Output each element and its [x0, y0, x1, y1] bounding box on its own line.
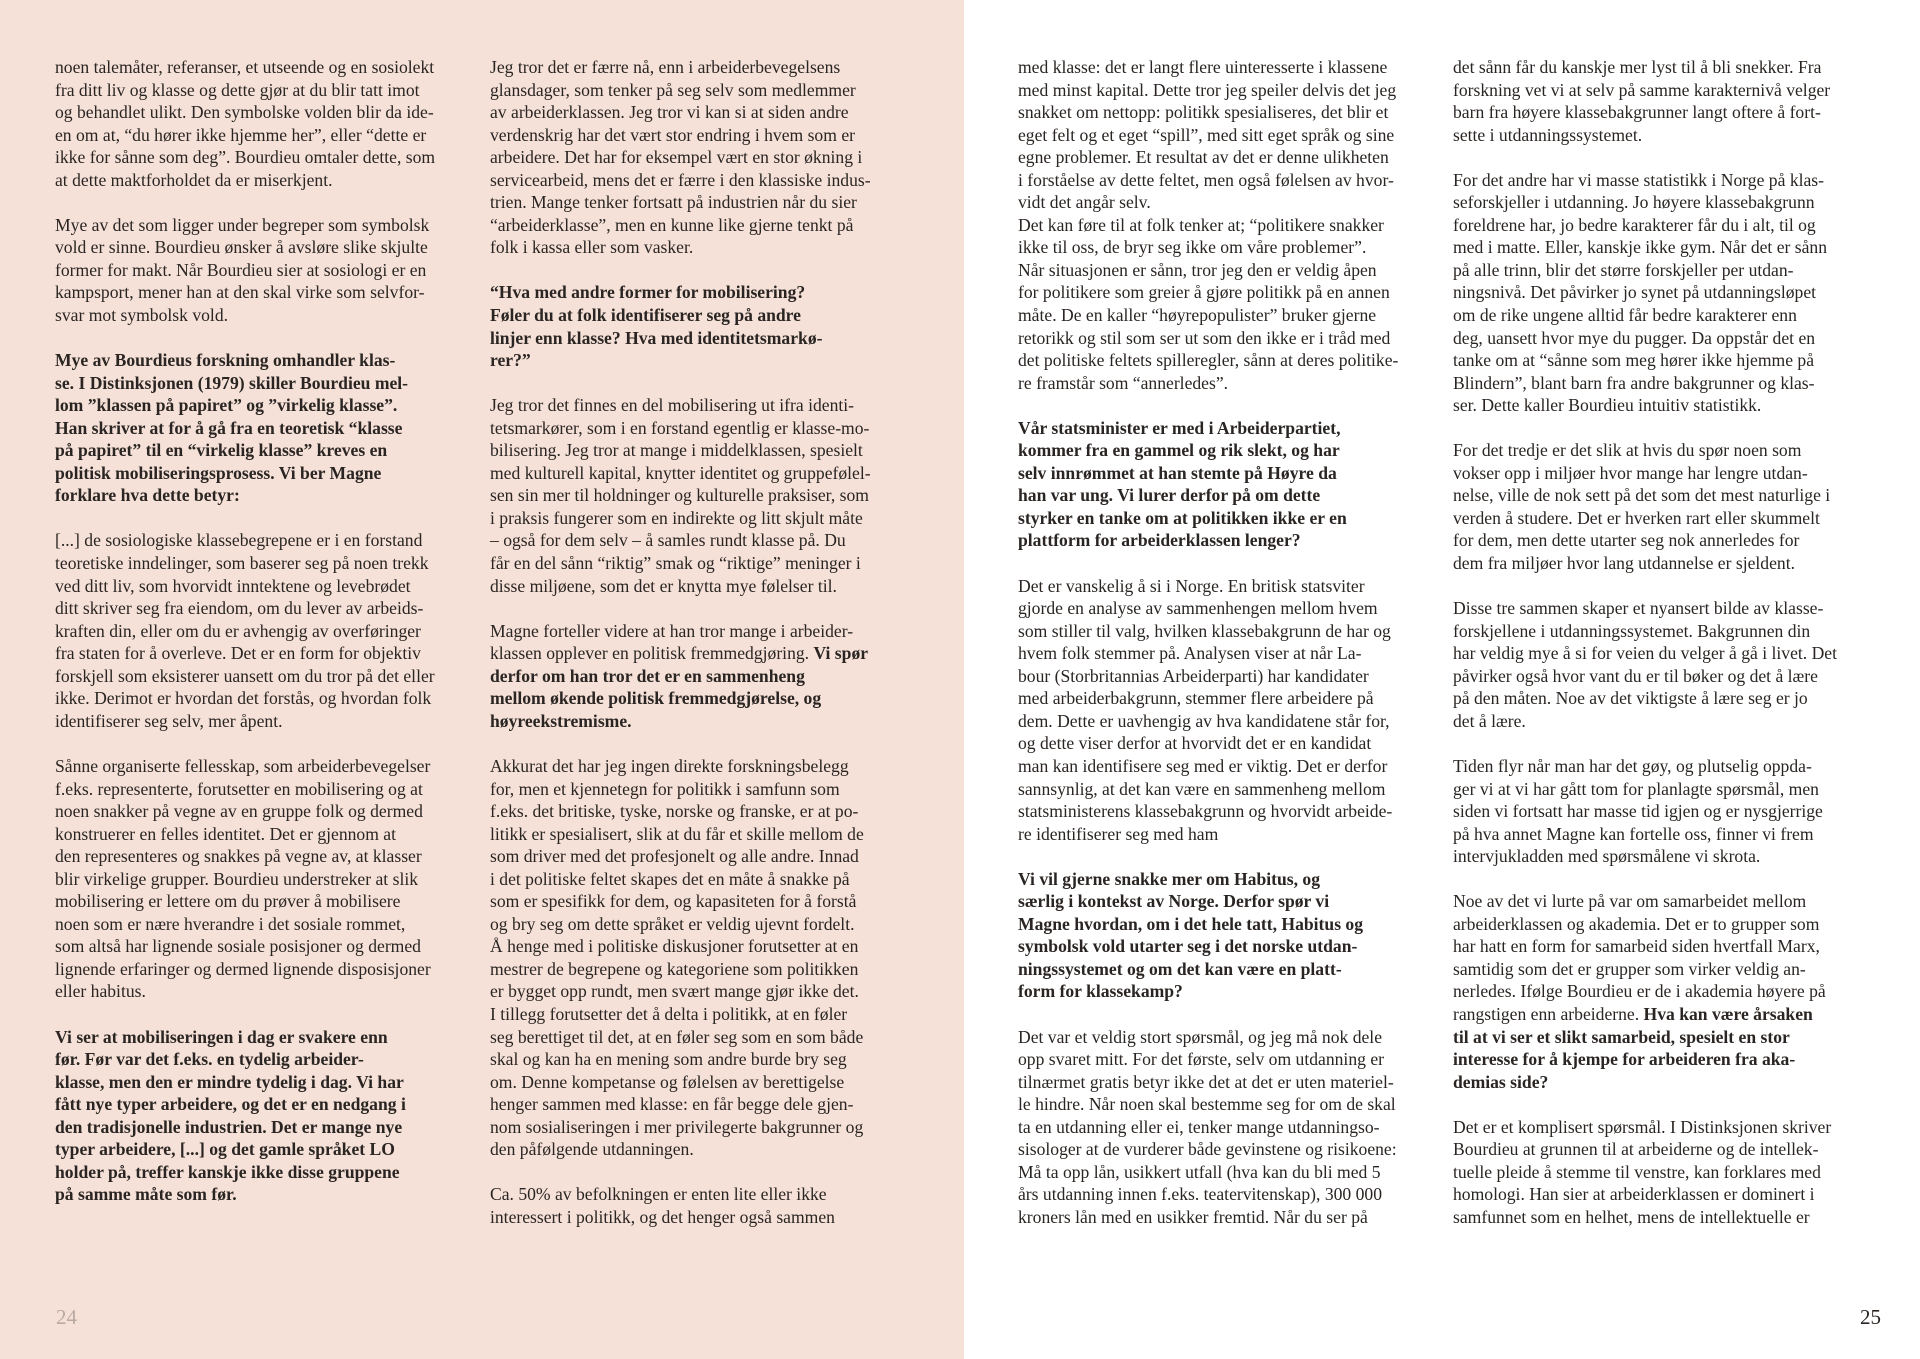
paragraph: det sånn får du kanskje mer lyst til å bli snekker. Fra forskning vet vi at selv på samme karakternivå velger barn fra høyere klassebakgrunner langt oftere å fort- sette i utdanningssystemet.	[1453, 57, 1831, 145]
paragraph: For det andre har vi masse statistikk i Norge på klas- seforskjeller i utdanning. Jo høyere klassebakgrunn foreldrene har, jo bedre karakterer får du i alt, til og med i matte. Eller, kanskje ikke gym. Når det er sånn på alle trinn, blir det større forskjeller per utdan- ningsnivå. Det påvirker jo synet på utdanningsløpet om de rike ungene alltid får bedre karakterer enn deg, uansett hvor mye du pugger. Da oppstår det en tanke om at “sånne som meg hører ikke hjemme på Blindern”, blant barn fra andre bakgrunner og klas- ser. Dette kaller Bourdieu intuitiv statistikk.	[1453, 169, 1828, 416]
mixed-paragraph	[490, 620, 907, 733]
paragraph: Det kan føre til at folk tenker at; “politikere snakker ikke til oss, de bryr seg ikke om våre problemer”. Når situasjonen er sånn, tror jeg den er veldig åpen for politikere som greier å gjøre politikk på en annen måte. De en kaller “høyrepopulister” bruker gjerne retorikk og stil som ser ut som den ikke er i tråd med det politiske feltets spilleregler, sånn at deres politike- re framstår som “annerledes”.	[1018, 214, 1399, 393]
paragraph: For det tredje er det slik at hvis du spør noen som vokser opp i miljøer hvor mange har lengre utdan- nelse, ville de nok sett på det som det mest naturlige i verden å studere. Det er hverken rart eller skummelt for dem, men dette utarter seg nok annerledes for dem fra miljøer hvor lang utdannelse er sjeldent.	[1453, 440, 1831, 574]
right-column-1	[1018, 56, 1435, 1228]
question-text: Hva kan være årsaken til at vi ser et slikt samarbeid, spesielt en stor interesse for å kjempe for arbeideren fra aka- demias side?	[1453, 1003, 1813, 1092]
question-text: Vi spør derfor om han tror det er en sammenheng mellom økende politisk fremmedgjørelse, og høyreekstremisme.	[490, 643, 869, 731]
left-column-1	[55, 56, 472, 1206]
paragraph: med klasse: det er langt flere uinteresserte i klassene med minst kapital. Dette tror jeg speiler delvis det jeg snakket om nettopp: politikk spesialiseres, det blir et eget felt og et eget “spill”, med sitt eget språk og sine egne problemer. Et resultat av det er denne ulikheten i forståelse av dette feltet, men også følelsen av hvor- vidt det angår selv.	[1018, 57, 1397, 213]
mixed-paragraph	[1453, 890, 1870, 1093]
paragraph: Mye av det som ligger under begreper som symbolsk vold er sinne. Bourdieu ønsker å avsløre slike skjulte former for makt. Når Bourdieu sier at sosiologi er en kampsport, mener han at den skal virke som selvfor- svar mot symbolsk vold.	[55, 214, 430, 326]
paragraph: noen talemåter, referanser, et utseende og en sosiolekt fra ditt liv og klasse og dette gjør at du blir tatt imot og behandlet ulikt. Den symbolske volden blir da ide- en om at, “du hører ikke hjemme her”, eller “dette er ikke for sånne som deg”. Bourdieu omtaler dette, som at dette maktforholdet da er miserkjent.	[55, 57, 436, 190]
right-column-2	[1453, 56, 1870, 1228]
question-paragraph: “Hva med andre former for mobilisering? Føler du at folk identifiserer seg på andre linjer enn klasse? Hva med identitetsmarkø- rer?”	[490, 282, 823, 371]
question-paragraph: Vi ser at mobiliseringen i dag er svakere enn før. Før var det f.eks. en tydelig arbeider- klasse, men den er mindre tydelig i dag. Vi har fått nye typer arbeidere, og det er en nedgang i den tradisjonelle industrien. Det er mange nye typer arbeidere, [...] og det gamle språket LO holder på, treffer kanskje ikke disse gruppene på samme måte som før.	[55, 1026, 406, 1205]
paragraph: Jeg tror det finnes en del mobilisering ut ifra identi- tetsmarkører, som i en forstand egentlig er klasse-mo- bilisering. Jeg tror at mange i middelklassen, spesielt med kulturell kapital, knytter identitet og gruppefølel- sen sin mer til holdninger og kulturelle praksiser, som i praksis fungerer som en indirekte og litt skjult måte – også for dem selv – å samles rundt klasse på. Du får en del sånn “riktig” smak og “riktige” meninger i disse miljøene, som det er knytta mye følelser til.	[490, 395, 871, 596]
paragraph: Det er et komplisert spørsmål. I Distinksjonen skriver Bourdieu at grunnen til at arbeiderne og de intellek- tuelle pleide å stemme til venstre, kan forklares med homologi. Han sier at arbeiderklassen er dominert i samfunnet som en helhet, mens de intellektuelle er	[1453, 1116, 1832, 1227]
right-page	[964, 0, 1920, 1359]
quote-paragraph: [...] de sosiologiske klassebegrepene er i en forstand teoretiske inndelinger, som baserer seg på noen trekk ved ditt liv, som hvorvidt inntektene og levebrødet ditt skriver seg fra eiendom, om du lever av arbeids- kraften din, eller om du er avhengig av overføringer fra staten for å overleve. Det er en form for objektiv forskjell som eksisterer uansett om du tror på det eller ikke. Derimot er hvordan det forstås, og hvordan folk identifiserer seg selv, mer åpent.	[55, 530, 435, 731]
paragraph: Tiden flyr når man har det gøy, og plutselig oppda- ger vi at vi har gått tom for planlagte spørsmål, men siden vi fortsatt har masse tid igjen og er nysgjerrige på hva annet Magne kan fortelle oss, finner vi frem intervjukladden med spørsmålene vi skrota.	[1453, 755, 1823, 867]
paragraph: Det er vanskelig å si i Norge. En britisk statsviter gjorde en analyse av sammenhengen mellom hvem som stiller til valg, hvilken klassebakgrunn de har og hvem folk stemmer på. Analysen viser at når La- bour (Storbritannias Arbeiderparti) har kandidater med arbeiderbakgrunn, stemmer flere arbeidere på dem. Dette er uavhengig av hva kandidatene står for, og dette viser derfor at hvorvidt det er en kandidat man kan identifisere seg med er viktig. Det er derfor sannsynlig, at det kan være en sammenheng mellom statsministerens klassebakgrunn og hvorvidt arbeide- re identifiserer seg med ham	[1018, 575, 1393, 844]
paragraph: Ca. 50% av befolkningen er enten lite eller ikke interessert i politikk, og det henger også sammen	[490, 1184, 835, 1227]
paragraph-text: Magne forteller videre at han tror mange i arbeider- klassen opplever en politisk fremmedgjøring.	[490, 620, 854, 664]
page-number: 25	[1860, 1305, 1881, 1329]
paragraph: Det var et veldig stort spørsmål, og jeg må nok dele opp svaret mitt. For det første, selv om utdanning er tilnærmet gratis betyr ikke det at det er uten materiel- le hindre. Når noen skal bestemme seg for om de skal ta en utdanning eller ei, tenker mange utdanningso- sisologer at de vurderer både gevinstene og risikoene: Må ta opp lån, usikkert utfall (hva kan du bli med 5 års utdanning innen f.eks. teatervitenskap), 300 000 kroners lån med en usikker fremtid. Når du ser på	[1018, 1026, 1397, 1227]
question-paragraph: Vi vil gjerne snakke mer om Habitus, og særlig i kontekst av Norge. Derfor spør vi Magne hvordan, om i det hele tatt, Habitus og symbolsk vold utarter seg i det norske utdan- ningssystemet og om det kan være en platt- form for klassekamp?	[1018, 868, 1364, 1002]
paragraph: Sånne organiserte fellesskap, som arbeiderbevegelser f.eks. representerte, forutsetter en mobilisering og at noen snakker på vegne av en gruppe folk og dermed konstruerer en felles identitet. Det er gjennom at den representeres og snakkes på vegne av, at klasser blir virkelige grupper. Bourdieu understreker at slik mobilisering er lettere om du prøver å mobilisere noen som er nære hverandre i det sosiale rommet, som altså har lignende sosiale posisjoner og dermed lignende erfaringer og dermed lignende disposisjoner eller habitus.	[55, 755, 431, 1002]
paragraph: Jeg tror det er færre nå, enn i arbeiderbevegelsens glansdager, som tenker på seg selv som medlemmer av arbeiderklassen. Jeg tror vi kan si at siden andre verdenskrig har det vært stor endring i hvem som er arbeidere. Det har for eksempel vært en stor økning i servicearbeid, mens det er færre i den klassiske indus- trien. Mange tenker fortsatt på industrien når du sier “arbeiderklasse”, men en kunne like gjerne tenkt på folk i kassa eller som vasker.	[490, 57, 871, 258]
paragraph: Disse tre sammen skaper et nyansert bilde av klasse- forskjellene i utdanningssystemet. Bakgrunnen din har veldig mye å si for veien du velger å gå i livet. Det påvirker også hvor vant du er til bøker og det å lære på den måten. Noe av det viktigste å lære seg er jo det å lære.	[1453, 598, 1837, 731]
paragraph-text: Noe av det vi lurte på var om samarbeidet mellom arbeiderklassen og akademia. Det er to grupper som har hatt en form for samarbeid siden hvertfall Marx, samtidig som det er grupper som virker veldig an- nerledes. Ifølge Bourdieu er de i akademia høyere på rangstigen enn arbeiderne.	[1453, 891, 1826, 1024]
left-column-2	[490, 56, 907, 1228]
question-paragraph: Mye av Bourdieus forskning omhandler klas- se. I Distinksjonen (1979) skiller Bourdieu mel- lom ”klassen på papiret” og ”virkelig klasse”. Han skriver at for å gå fra en teoretisk “klasse på papiret” til en “virkelig klasse” kreves en politisk mobiliseringsprosess. Vi ber Magne forklare hva dette betyr:	[55, 350, 409, 506]
question-paragraph: Vår statsminister er med i Arbeiderpartiet, kommer fra en gammel og rik slekt, og har selv innrømmet at han stemte på Høyre da han var ung. Vi lurer derfor på om dette styrker en tanke om at politikken ikke er en plattform for arbeiderklassen lenger?	[1018, 417, 1347, 551]
page-number: 24	[56, 1305, 77, 1329]
paragraph: Akkurat det har jeg ingen direkte forskningsbelegg for, men et kjennetegn for politikk i samfunn som f.eks. det britiske, tyske, norske og franske, er at po- litikk er spesialisert, slik at du får et skille mellom de som driver med det profesjonelt og alle andre. Innad i det politiske feltet skapes det en måte å snakke på som er spesifikk for dem, og kapasiteten for å forstå og bry seg om dette språket er veldig ujevnt fordelt. Å henge med i politiske diskusjoner forutsetter at en mestrer de begrepene og kategoriene som politikken er bygget opp rundt, men svært mange gjør ikke det. I tillegg forutsetter det å delta i politikk, at en føler seg berettiget til det, at en føler seg som en som både skal og kan ha en mening som andre burde bry seg om. Denne kompetanse og følelsen av berettigelse henger sammen med klasse: en får begge dele gjen- nom sosialiseringen i mer privilegerte bakgrunner og den påfølgende utdanningen.	[490, 755, 864, 1160]
